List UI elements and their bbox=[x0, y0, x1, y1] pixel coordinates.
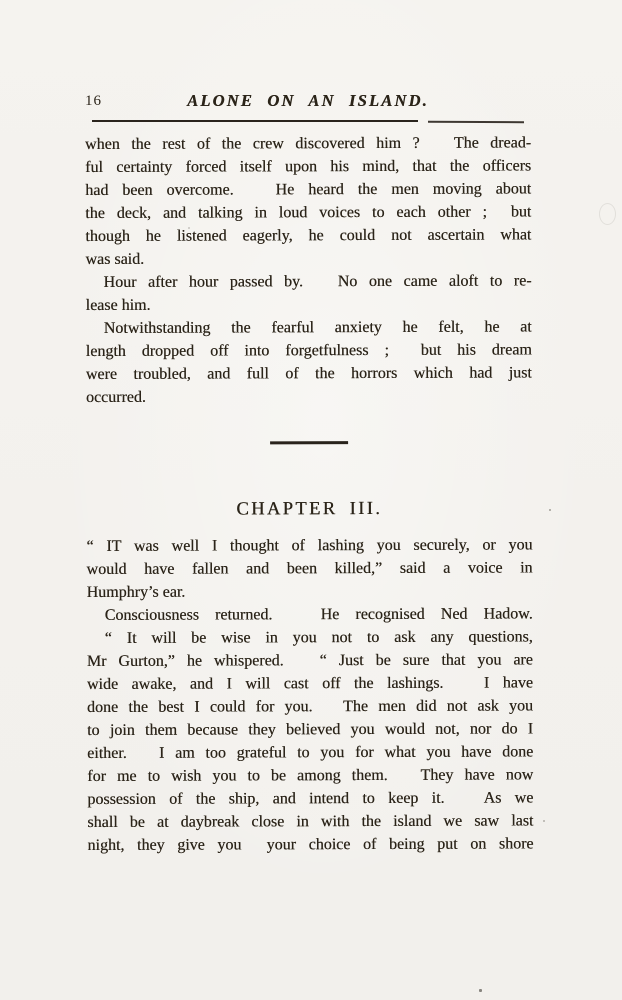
text-line: though he listened eagerly, he could not ascertain what bbox=[85, 226, 532, 245]
paragraph bbox=[86, 533, 532, 604]
paragraph bbox=[87, 602, 533, 627]
text-line: the deck, and talking in loud voices to each other ; but bbox=[85, 203, 532, 222]
text-line: would have fallen and been killed,” said a voice in bbox=[86, 558, 533, 578]
paragraph bbox=[87, 625, 534, 857]
scan-speck bbox=[549, 509, 551, 511]
text-line: for me to wish you to be among them. They have now bbox=[87, 765, 534, 785]
text-line: were troubled, and full of the horrors which had just bbox=[85, 364, 532, 383]
chapter-heading: CHAPTER III. bbox=[236, 498, 383, 519]
text-line: lease him. bbox=[85, 296, 151, 314]
text-line: night, they give you your choice of being put on shore bbox=[87, 834, 534, 854]
text-line: ful certainty forced itself upon his mind, that the officers bbox=[85, 157, 532, 176]
page-header bbox=[85, 91, 531, 111]
text-line: either. I am too grateful to you for what you have done bbox=[87, 742, 534, 762]
page-number: 16 bbox=[85, 93, 102, 109]
header-rule-right-segment bbox=[428, 121, 524, 123]
text-line: shall be at daybreak close in with the island we saw last bbox=[87, 811, 534, 831]
scan-speck bbox=[479, 989, 482, 992]
text-line: was said. bbox=[85, 250, 145, 268]
text-line: Mr Gurton,” he whispered. “ Just be sure that you are bbox=[86, 650, 533, 670]
text-line: had been overcome. He heard the men moving about bbox=[85, 180, 532, 199]
text-line: to join them because they believed you would not, nor do I bbox=[87, 719, 534, 739]
text-line: wide awake, and I will cast off the lashings. I have bbox=[86, 673, 533, 693]
text-line: “ IT was well I thought of lashing you securely, or you bbox=[86, 535, 533, 555]
paragraph bbox=[85, 131, 531, 271]
text-line: “ It will be wise in you not to ask any questions, bbox=[104, 627, 533, 647]
header-rule-left-segment bbox=[92, 120, 418, 122]
text-line: Consciousness returned. He recognised Ned Hadow. bbox=[104, 604, 533, 624]
scan-speck bbox=[543, 820, 545, 822]
paragraph bbox=[86, 315, 532, 409]
text-line: when the rest of the crew discovered him ? The dread- bbox=[85, 134, 532, 153]
running-title: ALONE ON AN ISLAND. bbox=[187, 91, 429, 110]
page-body bbox=[85, 131, 534, 856]
text-line: possession of the ship, and intend to keep it. As we bbox=[87, 788, 534, 808]
text-line: length dropped off into forgetfulness ; but his dream bbox=[85, 341, 532, 360]
text-line: Humphry’s ear. bbox=[86, 583, 186, 601]
paragraph bbox=[85, 269, 531, 317]
section-divider bbox=[270, 441, 348, 444]
text-line: Hour after hour passed by. No one came aloft to re- bbox=[103, 272, 532, 291]
text-line: occurred. bbox=[85, 388, 146, 406]
scan-speck bbox=[599, 203, 616, 225]
text-line: Notwithstanding the fearful anxiety he felt, he at bbox=[103, 318, 532, 337]
text-line: done the best I could for you. The men did not ask you bbox=[86, 696, 534, 716]
